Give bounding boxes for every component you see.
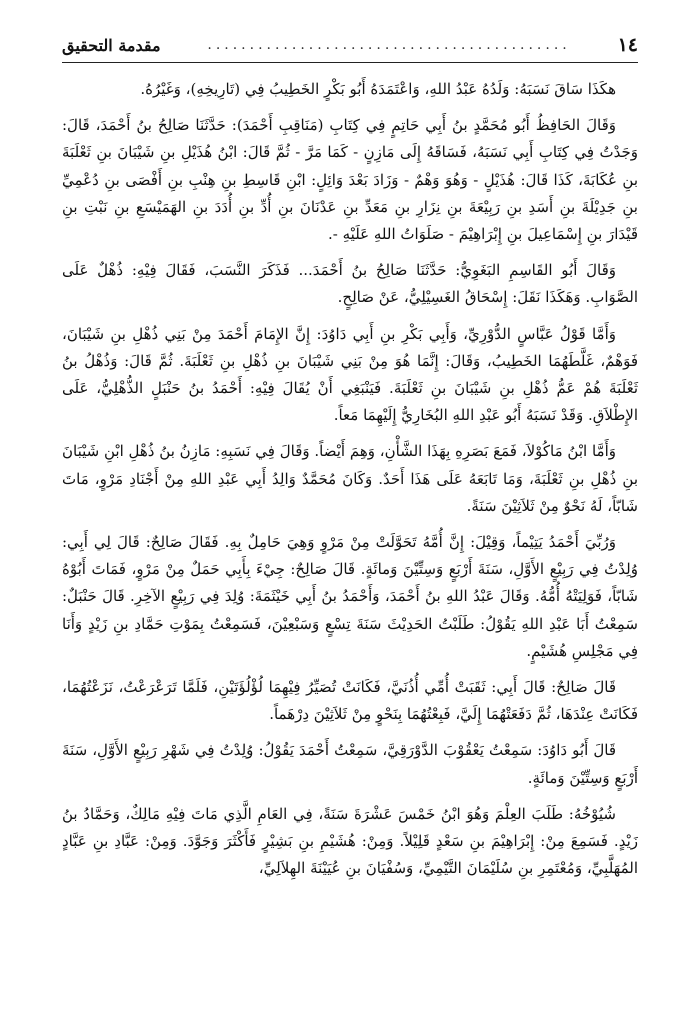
- paragraph-birth: وَرُبِّيَ أَحْمَدُ يَتِيْماً، وَقِيْلَ: إِنَّ أُمَّهُ تَحَوَّلَتْ مِنْ مَرْوٍ وَهِيَ حَامِلٌ بِهِ. فَقَالَ صَالِحٌ: قَالَ لِي أَبِي: وُلِدْتُ فِي رَبِيْعٍ الأَوَّلِ، سَنَةَ أَرْبَعٍ وَسِتِّيْنَ وَمائَةٍ. قَالَ صَالِحٌ: جِيْءَ بِأَبِي حَمَلٌ مِنْ مَرْوٍ، فَمَاتَ أَبُوْهُ شَابّاً، فَوَلِيَتْهُ أُمُّهُ. وَقَالَ عَبْدُ اللهِ بنُ أَحْمَدَ، وَأَحْمَدُ بنُ أَبِي خَيْثَمَةَ: وُلِدَ فِي رَبِيْعٍ الآخِرِ. قَالَ حَنْبَلٌ: سَمِعْتُ أَبَا عَبْدِ اللهِ يَقُوْلُ: طَلَبْتُ الحَدِيْثَ سَنَةَ تِسْعٍ وَسَبْعِيْنَ، فَسَمِعْتُ بِمَوْتِ حَمَّادِ بنِ زَيْدٍ وَأَنَا فِي مَجْلِسِ هُشَيْمٍ.: [62, 533, 638, 660]
- paragraph-ibn-makula: وَأَمَّا ابْنُ مَاكُوْلاَ، فَمَعَ بَصَرِهِ بِهَذَا الشَّأْنِ، وَهِمَ أَيْضاً. وَقَالَ فِي نَسَبِهِ: مَازِنُ بنُ ذُهْلِ ابْنِ شَيْبَانَ بنِ ذُهْلِ بنِ ثَعْلَبَةَ، وَمَا تَابَعَهُ عَلَى هَذَا أَحَدٌ. وَكَانَ مُحَمَّدٌ وَالِدُ أَبِي عَبْدِ اللهِ مِنْ أَجْنَادِ مَرْوٍ، مَاتَ شَابّاً، لَهُ نَحْوٌ مِنْ ثَلاَثِيْنَ سَنَةً.: [62, 442, 638, 515]
- page-number: ١٤: [617, 34, 638, 56]
- page-header: [62, 28, 638, 63]
- running-title: مقدمة التحقيق: [62, 35, 161, 55]
- paragraph-teachers: شُيُوْخُهُ: طَلَبَ العِلْمَ وَهُوَ ابْنُ خَمْسَ عَشْرَةَ سَنَةً، فِي العَامِ الَّذِي مَاتَ فِيْهِ مَالِكٌ، وَحَمَّادُ بنُ زَيْدٍ. فَسَمِعَ مِنْ: إِبْرَاهِيْمَ بنِ سَعْدٍ قَلِيْلاً. وَمِنْ: هُشَيْمِ بنِ بَشِيْرٍ فَأَكْثَرَ وَجَوَّدَ. وَمِنْ: عَبَّادِ بنِ عَبَّادٍ المُهَلَّبِيِّ، وَمُعْتَمِرِ بنِ سُلَيْمَانَ التَّيْمِيِّ، وَسُفْيَانَ بنِ عُيَيْنَةَ الهِلاَلِيِّ،: [62, 804, 638, 878]
- paragraph-baghawi: وَقَالَ أَبُو القَاسِمِ البَغَوِيُّ: حَدَّثَنَا صَالِحُ بنُ أَحْمَدَ... فَذَكَرَ النَّسَبَ، فَقَالَ فِيْهِ: ذُهْلٌ عَلَى الصَّوَابِ. وَهَكَذَا نَقَلَ: إِسْحَاقُ الغَسِيْلِيُّ، عَنْ صَالِحٍ.: [62, 261, 638, 307]
- header-leader-dots: ...........................................: [207, 37, 571, 53]
- page-body: [62, 76, 638, 882]
- paragraph-lineage-source: هكَذَا سَاقَ نَسَبَهُ: وَلَدُهُ عَبْدُ اللهِ، وَاعْتَمَدَهُ أَبُو بَكْرٍ الخَطِيبُ فِي (تَارِيخِهِ)، وَغَيْرُهُ.: [140, 80, 616, 98]
- paragraph-ibn-abi-hatim: وَقَالَ الحَافِظُ أَبُو مُحَمَّدٍ بنُ أَبِي حَاتِمٍ فِي كِتَابِ (مَنَاقِبِ أَحْمَدَ): حَدَّثَنَا صَالِحُ بنُ أَحْمَدَ، قَالَ: وَجَدْتُ فِي كِتَابِ أَبِي نَسَبَهُ، فَسَاقَهُ إِلَى مَازِنٍ - كَمَا مَرَّ - ثُمَّ قَالَ: ابْنُ هُذَيْلِ بنِ شَيْبَانَ بنِ ثَعْلَبَةَ بنِ عُكَابَةَ، كَذَا قَالَ: هُذَيْلٍ - وَهُوَ وَهْمٌ - وَزَادَ بَعْدَ وَائِلٍ: ابْنِ قَاسِطِ بنِ هِنْبِ بنِ أَفْصَى بنِ دُعْمِيِّ بنِ جَدِيْلَةَ بنِ أَسَدِ بنِ رَبِيْعَةَ بنِ نِزَارِ بنِ مَعَدِّ بنِ عَدْنَانَ بنِ أُدِّ بنِ أُدَدَ بنِ الهَمَيْسَعِ بنِ نَبْتِ بنِ قَيْدَارَ بنِ إِسْمَاعِيلَ بنِ إِبْرَاهِيْمَ - صَلَوَاتُ اللهِ عَلَيْهِ -.: [62, 116, 638, 244]
- paragraph-earrings: قَالَ صَالِحٌ: قَالَ أَبِي: ثَقَبَتْ أُمِّي أُذُنَيَّ، فَكَانَتْ تُصَيِّرُ فِيْهِمَا لُؤْلُؤَتَيْنِ، فَلَمَّا تَرَعْرَعْتُ، نَزَعْتُهُمَا، فَكَانَتْ عِنْدَهَا، ثُمَّ دَفَعَتْهُمَا إِلَيَّ، فَبِعْتُهُمَا بِنَحْوٍ مِنْ ثَلاَثِيْنَ دِرْهَماً.: [62, 678, 638, 724]
- paragraph-abu-dawud: قَالَ أَبُو دَاوُدَ: سَمِعْتُ يَعْقُوْبَ الدَّوْرَقِيَّ، سَمِعْتُ أَحْمَدَ يَقُوْلُ: وُلِدْتُ فِي شَهْرِ رَبِيْعٍ الأَوَّلِ، سَنَةَ أَرْبَعٍ وَسِتِّيْنَ وَمائَةٍ.: [62, 741, 638, 787]
- paragraph-dhuhl-correction: وَأَمَّا قَوْلُ عَبَّاسٍ الدُّوْرِيِّ، وَأَبِي بَكْرِ بنِ أَبِي دَاوُدَ: إِنَّ الإِمَامَ أَحْمَدَ مِنْ بَنِي ذُهْلِ بنِ شَيْبَانَ، فَوَهْمٌ، غَلَّطَهُمَا الخَطِيبُ، وَقَالَ: إِنَّمَا هُوَ مِنْ بَنِي شَيْبَانَ بنِ ذُهْلِ بنِ ثَعْلَبَةَ. ثُمَّ قَالَ: وَذُهْلُ بنُ ثَعْلَبَةَ هُمْ عَمُّ ذُهْلِ بنِ شَيْبَانَ بنِ ثَعْلَبَةَ. فَيَنْبَغِي أَنْ يُقَالَ فِيْهِ: أَحْمَدُ بنُ حَنْبَلٍ الذُّهْلِيُّ، عَلَى الإِطْلاَقِ. وَقَدْ نَسَبَهُ أَبُو عَبْدِ اللهِ البُخَارِيُّ إِلَيْهِمَا مَعاً.: [62, 324, 638, 425]
